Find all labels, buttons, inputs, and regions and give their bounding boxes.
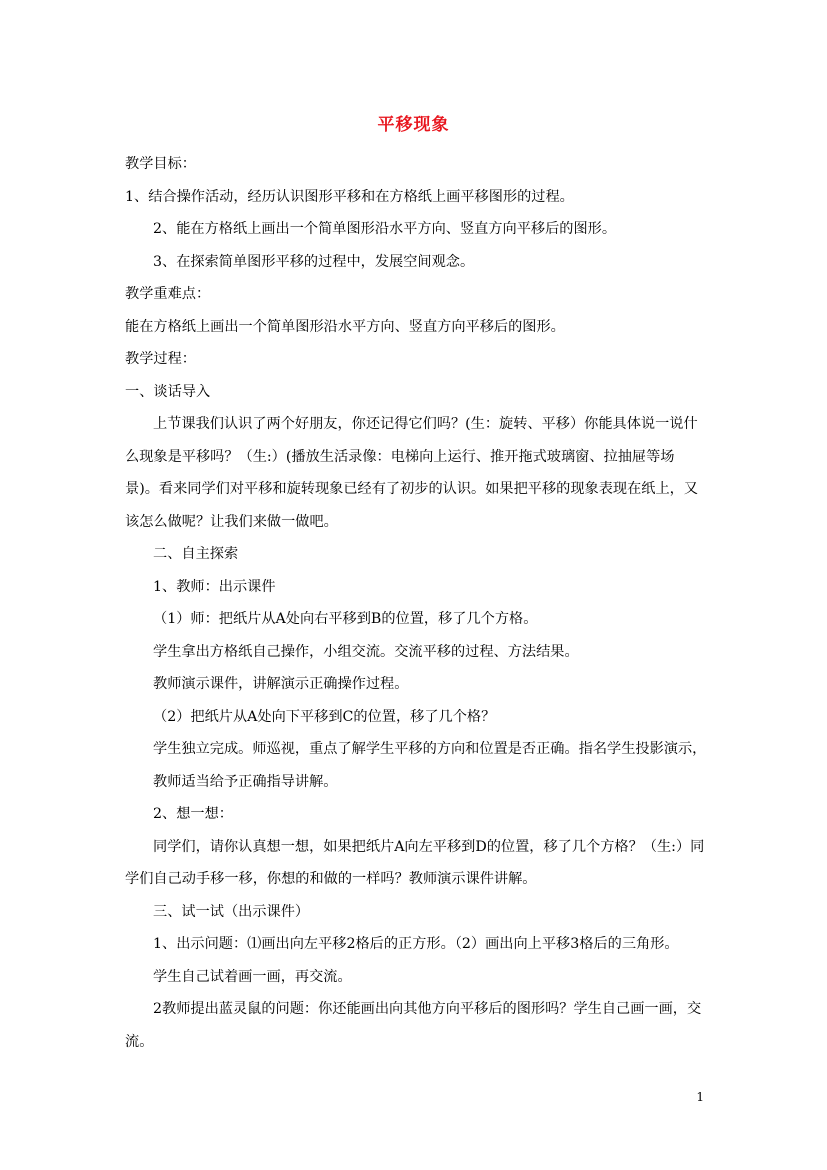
- document-title: 平移现象: [377, 115, 450, 135]
- paragraph: 能在方格纸上画出一个简单图形沿水平方向、竖直方向平移后的图形。: [125, 318, 565, 335]
- paragraph: 1、结合操作活动，经历认识图形平移和在方格纸上画平移图形的过程。: [125, 188, 574, 205]
- paragraph: 2、想一想：: [153, 806, 233, 822]
- page-number: 1: [696, 1090, 704, 1104]
- paragraph: 三、试一试（出示课件）: [153, 903, 310, 920]
- paragraph: 教学重难点：: [125, 286, 211, 302]
- paragraph: 教师适当给予正确指导讲解。: [153, 773, 338, 790]
- paragraph: （1）师：把纸片从A处向右平移到B的位置，移了几个方格。: [153, 611, 538, 627]
- paragraph: 上节课我们认识了两个好朋友，你还记得它们吗？(生：旋转、平移）你能具体说一说什么现象是平移吗？（生:）(播放生活录像：电梯向上运行、推开拖式玻璃窗、拉抽屉等场景)。看来同学们对平移和旋转现象已经有了初步的认识。如果把平移的现象表现在纸上，又该怎么做呢？让我们来做一做吧。: [125, 416, 699, 530]
- paragraph: 3、在探索简单图形平移的过程中，发展空间观念。: [153, 253, 475, 270]
- paragraph: 学生独立完成。师巡视，重点了解学生平移的方向和位置是否正确。指名学生投影演示，: [153, 741, 707, 757]
- paragraph: 教学过程：: [125, 351, 196, 367]
- paragraph: 一、谈话导入: [125, 383, 211, 400]
- paragraph: 2教师提出蓝灵鼠的问题：你还能画出向其他方向平移后的图形吗？学生自己画一画，交流。: [125, 1001, 702, 1050]
- paragraph: 学生拿出方格纸自己操作，小组交流。交流平移的过程、方法结果。: [153, 643, 579, 660]
- document-body: [125, 148, 707, 1058]
- paragraph: （2）把纸片从A处向下平移到C的位置，移了几个格？: [153, 708, 496, 725]
- paragraph: 同学们，请你认真想一想，如果把纸片A向左平移到D的位置，移了几个方格？（生:）同学们自己动手移一移，你想的和做的一样吗？教师演示课件讲解。: [125, 838, 705, 887]
- paragraph: 2、能在方格纸上画出一个简单图形沿水平方向、竖直方向平移后的图形。: [153, 221, 617, 237]
- paragraph: 学生自己试着画一画，再交流。: [153, 968, 352, 985]
- paragraph: 1、教师：出示课件: [153, 578, 276, 595]
- paragraph: 教师演示课件，讲解演示正确操作过程。: [153, 676, 409, 692]
- paragraph: 二、自主探索: [153, 546, 239, 562]
- paragraph: 教学目标：: [125, 156, 196, 172]
- paragraph: 1、出示问题：⑴画出向左平移2格后的正方形。（2）画出向上平移3格后的三角形。: [153, 936, 679, 952]
